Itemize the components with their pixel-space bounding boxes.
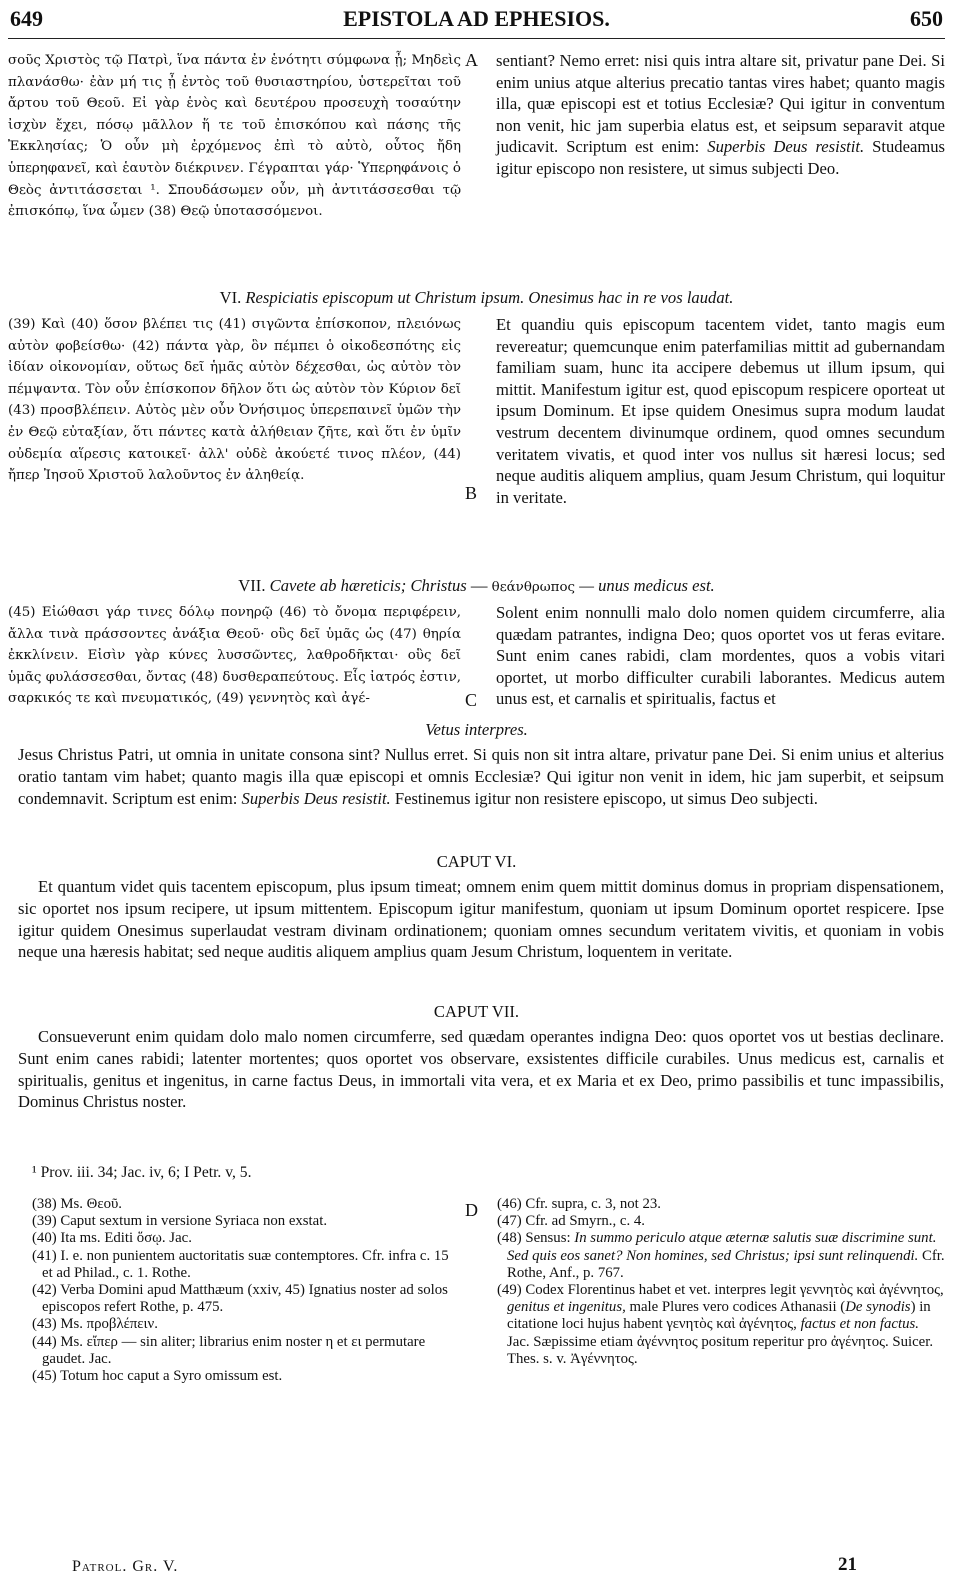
footnote: (43) Ms. προβλέπειν. xyxy=(32,1316,158,1333)
margin-marker-c: C xyxy=(465,690,478,710)
caput-7-heading: CAPUT VII. xyxy=(433,1002,520,1021)
section-heading-6: VI. Respiciatis episcopum ut Christum ipsum. Onesimus hac in re vos laudat. xyxy=(219,288,734,307)
footnote: (41) I. e. non punientem auctoritatis suæ contemptores. Cfr. infra c. 15 et ad Philad., c. 1. Rothe. xyxy=(32,1247,449,1281)
running-title: EPISTOLA AD EPHESIOS. xyxy=(343,6,610,31)
latin-text-3: Solent enim nonnulli malo dolo nomen quidem circumferre, alia quædam patrantes, indigna Deo; quos oportet vos ut feras evitare. Sunt enim canes rabidi, clam mordentes, quos a vobis vitari oportet, ut morbo difficulter curabili laborantes. Medicus autem unus est, et carnalis et spiritualis, factus et xyxy=(496,603,945,709)
greek-text-3: (45) Εἰώθασι γάρ τινες δόλῳ πονηρῷ (46) τὸ ὄνομα περιφέρειν, ἄλλα τινὰ πράσσοντες ἀνάξια Θεοῦ· οὓς δεῖ ὑμᾶς ὡς (47) θηρία ἐκκλίνειν. Εἰσὶν γὰρ κύνες λυσσῶντες, λαθροδῆκται· οὓς δεῖ ὑμᾶς φυλάσσεσθαι, ὄντας (48) δυσθεραπεύτους. Εἷς ἰατρός ἐστιν, σαρκικός τε καὶ πνευματικός, (49) γεννητὸς καὶ ἀγέ- xyxy=(8,605,461,707)
footnote: (49) Codex Florentinus habet et vet. interpres legit γεννητὸς καὶ ἀγέννητος, genitus et ingenitus, male Plures vero codices Athanasii (De synodis) in citatione loci hujus habent γενητὸς καὶ ἀγένητος, factus et non factus. Jac. Sæpissime etiam ἀγέννητος positum reperitur pro ἀγένητος. Suicer. Thes. s. v. Ἀγέννητος. xyxy=(497,1282,944,1367)
caput-7-text: Consueverunt enim quidam dolo malo nomen circumferre, sed quædam operantes indigna Deo: quos oportet vos ut bestias declinare. Sunt enim canes rabidi; latenter mortentes; quos oportet vos observare, exsistentes difficile curabiles. Unus medicus est, carnalis et spiritualis, genitus et ingenitus, in carne factus Deus, in immortali vita vera, et ex Maria et ex Deo, primo passibilis et tunc impassibilis, Dominus Christus noster. xyxy=(18,1027,944,1112)
header-rule xyxy=(8,38,945,39)
vetus-interpres-heading: Vetus interpres. xyxy=(425,720,528,739)
footer-signature: 21 xyxy=(838,1554,857,1575)
latin-text-2: Et quandiu quis episcopum tacentem videt, tanto magis eum revereatur; quemcunque enim paterfamilias mittit ad gubernandam familiam suam, hunc ita accipere debemus ut illum ipsum, qui mittit. Manifestum igitur est, quod episcopum respicere oporteat ut ipsum Dominum. Et ipse quidem Onesimus supra modum laudat vestrum decentem divinumque ordinem, quod omnes secundum veritatem vivatis, et quod inter vos nullus sit hæresi locus; sed neque auditis aliquem amplius, quam Jesum Christum, qui loquitur in veritate. xyxy=(496,315,945,507)
footer-volume: Patrol. Gr. V. xyxy=(72,1558,179,1575)
caput-6-heading: CAPUT VI. xyxy=(436,852,517,871)
greek-text-1: σοῦς Χριστὸς τῷ Πατρὶ, ἵνα πάντα ἐν ἑνότητι σύμφωνα ᾖ; Μηδεὶς πλανάσθω· ἐὰν μή τις ᾖ ἐντὸς τοῦ θυσιαστηρίου, ὑστερεῖται τοῦ ἄρτου τοῦ Θεοῦ. Εἰ γὰρ ἑνὸς καὶ δευτέρου προσευχὴ τοσαύτην ἰσχὺν ἔχει, πόσῳ μᾶλλον ἥ τε τοῦ ἐπισκόπου καὶ πάσης τῆς Ἐκκλησίας; Ὁ οὖν μὴ ἐρχόμενος ἐπὶ τὸ αὐτὸ, οὗτος ἤδη ὑπερηφανεῖ, καὶ ἑαυτὸν διέκρινεν. Γέγραπται γάρ· Ὑπερηφάνοις ὁ Θεὸς ἀντιτάσσεται ¹. Σπουδάσωμεν οὖν, μὴ ἀντιτάσσεσθαι τῷ ἐπισκόπῳ, ἵνα ὦμεν (38) Θεῷ ὑποτασσόμενοι. xyxy=(8,53,461,220)
footnote: (45) Totum hoc caput a Syro omissum est. xyxy=(32,1368,283,1385)
footnote: (48) Sensus: In summo periculo atque æternæ salutis suæ discrimine sunt. Sed quis eos sanet? Non homines, sed Christus; ipsi sunt relinquendi. Cfr. Rothe, Anf., p. 767. xyxy=(497,1230,945,1281)
footnote: (40) Ita ms. Editi ὅσῳ. Jac. xyxy=(32,1230,192,1247)
footnote: (39) Caput sextum in versione Syriaca non exstat. xyxy=(32,1213,328,1230)
vetus-interpres-text: Jesus Christus Patri, ut omnia in unitate consona sint? Nullus erret. Si quis non sit intra altare, privatur pane Dei. Si enim unius et alterius oratio tantam vim habet; quanto magis illa quæ episcopi et omnis Ecclesiæ? Qui igitur non venit in idem, hic jam superbit, et seipsum condemnavit. Scriptum est enim: Superbis Deus resistit. Festinemus igitur non resistere episcopo, ut simus Deo subjecti. xyxy=(18,745,944,808)
margin-marker-d: D xyxy=(465,1200,478,1220)
page-number-left: 649 xyxy=(10,6,43,31)
footnote: (46) Cfr. supra, c. 3, not 23. xyxy=(497,1196,661,1212)
scripture-reference-note: ¹ Prov. iii. 34; Jac. iv, 6; I Petr. v, 5. xyxy=(32,1164,252,1181)
margin-marker-b: B xyxy=(465,483,478,503)
footnotes-left xyxy=(32,1196,462,1385)
greek-text-2: (39) Καὶ (40) ὅσον βλέπει τις (41) σιγῶντα ἐπίσκοπον, πλειόνως αὐτὸν φοβείσθω· (42) πάντα γὰρ, ὃν πέμπει ὁ οἰκοδεσπότης εἰς ἰδίαν οἰκονομίαν, οὕτως δεῖ ἡμᾶς αὐτὸν δέχεσθαι, ὡς αὐτὸν τὸν πέμψαντα. Τὸν οὖν ἐπίσκοπον δῆλον ὅτι ὡς αὐτὸν τὸν Κύριον δεῖ (43) προσβλέπειν. Αὐτὸς μὲν οὖν Ὀνήσιμος ὑπερεπαινεῖ ὑμῶν τὴν ἐν Θεῷ εὐταξίαν, ὅτι πάντες κατὰ ἀλήθειαν ζῆτε, καὶ ὅτι ἐν ὑμῖν οὐδεμία αἵρεσις κατοικεῖ· ἀλλ' οὐδὲ ἀκούετέ τινος πλέον, (44) ἤπερ Ἰησοῦ Χριστοῦ λαλοῦντος ἐν ἀληθείᾳ. xyxy=(8,317,461,484)
footnote: (44) Ms. εἴπερ — sin aliter; librarius enim noster η et ει permutare gaudet. Jac. xyxy=(32,1333,426,1367)
footnotes-right xyxy=(497,1196,945,1368)
caput-6-text: Et quantum videt quis tacentem episcopum, plus ipsum timeat; omnem enim quem mittit dominus domus in propriam dispensationem, sic oportet nos ipsum recipere, ut ipsum mittentem. Episcopum igitur manifestum, quoniam ut ipsum Dominum oportet respicere. Ipse igitur quidem Onesimus superlaudat vestram divinam ordinationem; quoniam omnes secundum veritatem vivitis, et quoniam in vobis neque una hæresis habitat; sed neque auditis aliquem amplius quam Jesum Christum, loquentem in veritate. xyxy=(18,877,944,962)
latin-text-1: sentiant? Nemo erret: nisi quis intra altare sit, privatur pane Dei. Si enim unius atque alterius precatio tantas vires habet; quanto magis illa, quæ episcopi est et totius Ecclesiæ? Qui igitur in conventum non venit, hic jam superbia elatus est, et seipsum separavit atque judicavit. Scriptum est enim: Superbis Deus resistit. Studeamus igitur episcopo non resistere, ut simus subjecti Deo. xyxy=(496,51,945,178)
footnote: (38) Ms. Θεοῦ. xyxy=(32,1196,122,1212)
margin-marker-a: A xyxy=(465,50,478,70)
page-header xyxy=(10,6,943,36)
page-number-right: 650 xyxy=(910,6,943,31)
footnote: (47) Cfr. ad Smyrn., c. 4. xyxy=(497,1213,645,1230)
footnote: (42) Verba Domini apud Matthæum (xxiv, 45) Ignatius noster ad solos episcopos refert Rothe, p. 475. xyxy=(32,1282,448,1316)
section-heading-7: VII. Cavete ab hæreticis; Christus — θεάνθρωπος — unus medicus est. xyxy=(238,576,715,595)
